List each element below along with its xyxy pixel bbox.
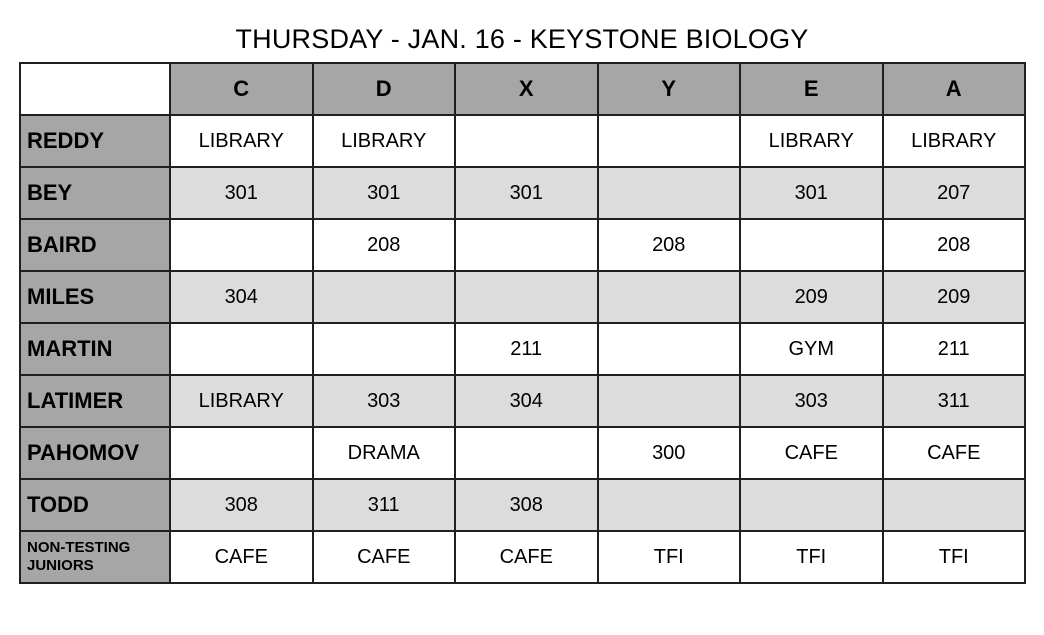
table-row-todd [20, 479, 1025, 531]
schedule-table [19, 62, 1026, 584]
schedule-cell: CAFE [883, 427, 1026, 479]
schedule-cell [455, 115, 598, 167]
schedule-cell [170, 427, 313, 479]
table-row-latimer [20, 375, 1025, 427]
row-header-pahomov: PAHOMOV [20, 427, 170, 479]
schedule-cell: 311 [883, 375, 1026, 427]
schedule-cell: GYM [740, 323, 883, 375]
schedule-cell: LIBRARY [170, 115, 313, 167]
schedule-cell: TFI [883, 531, 1026, 583]
column-header-y: Y [598, 63, 741, 115]
schedule-cell [598, 479, 741, 531]
table-row-baird [20, 219, 1025, 271]
column-header-x: X [455, 63, 598, 115]
schedule-cell [740, 219, 883, 271]
table-row-martin [20, 323, 1025, 375]
column-header-a: A [883, 63, 1026, 115]
schedule-cell: DRAMA [313, 427, 456, 479]
row-header-martin: MARTIN [20, 323, 170, 375]
schedule-cell: 209 [883, 271, 1026, 323]
schedule-cell: 301 [170, 167, 313, 219]
schedule-cell: 207 [883, 167, 1026, 219]
schedule-cell: 301 [313, 167, 456, 219]
column-header-d: D [313, 63, 456, 115]
schedule-cell: 208 [598, 219, 741, 271]
schedule-cell [740, 479, 883, 531]
table-row-bey [20, 167, 1025, 219]
schedule-cell [598, 271, 741, 323]
schedule-cell: CAFE [740, 427, 883, 479]
schedule-cell: LIBRARY [313, 115, 456, 167]
schedule-cell: LIBRARY [740, 115, 883, 167]
schedule-cell: CAFE [170, 531, 313, 583]
schedule-cell: 209 [740, 271, 883, 323]
schedule-cell: 304 [170, 271, 313, 323]
schedule-cell: 208 [313, 219, 456, 271]
schedule-cell [455, 271, 598, 323]
schedule-cell: CAFE [313, 531, 456, 583]
schedule-cell: CAFE [455, 531, 598, 583]
schedule-cell: 208 [883, 219, 1026, 271]
schedule-cell: 311 [313, 479, 456, 531]
row-header-miles: MILES [20, 271, 170, 323]
row-header-reddy: REDDY [20, 115, 170, 167]
schedule-cell [598, 115, 741, 167]
table-row-reddy [20, 115, 1025, 167]
schedule-cell [598, 323, 741, 375]
schedule-cell: 301 [740, 167, 883, 219]
schedule-cell: 300 [598, 427, 741, 479]
schedule-cell: LIBRARY [883, 115, 1026, 167]
schedule-cell [455, 219, 598, 271]
row-header-non-testing-juniors: NON-TESTING JUNIORS [20, 531, 170, 583]
schedule-cell: 303 [313, 375, 456, 427]
schedule-cell: 301 [455, 167, 598, 219]
column-header-c: C [170, 63, 313, 115]
corner-cell [20, 63, 170, 115]
schedule-cell [313, 323, 456, 375]
schedule-cell [598, 375, 741, 427]
schedule-cell: LIBRARY [170, 375, 313, 427]
schedule-cell [598, 167, 741, 219]
table-row-pahomov [20, 427, 1025, 479]
table-row-non-testing-juniors [20, 531, 1025, 583]
schedule-cell: 304 [455, 375, 598, 427]
schedule-cell: 303 [740, 375, 883, 427]
row-header-todd: TODD [20, 479, 170, 531]
schedule-cell: 308 [455, 479, 598, 531]
schedule-cell: TFI [740, 531, 883, 583]
row-header-latimer: LATIMER [20, 375, 170, 427]
schedule-cell [170, 323, 313, 375]
row-header-baird: BAIRD [20, 219, 170, 271]
schedule-cell [170, 219, 313, 271]
schedule-cell [455, 427, 598, 479]
schedule-cell: TFI [598, 531, 741, 583]
table-row-miles [20, 271, 1025, 323]
schedule-cell: 211 [455, 323, 598, 375]
column-header-e: E [740, 63, 883, 115]
schedule-cell [883, 479, 1026, 531]
page-title: THURSDAY - JAN. 16 - KEYSTONE BIOLOGY [235, 24, 809, 54]
row-header-bey: BEY [20, 167, 170, 219]
schedule-cell [313, 271, 456, 323]
header-row [20, 63, 1025, 115]
schedule-cell: 308 [170, 479, 313, 531]
schedule-cell: 211 [883, 323, 1026, 375]
